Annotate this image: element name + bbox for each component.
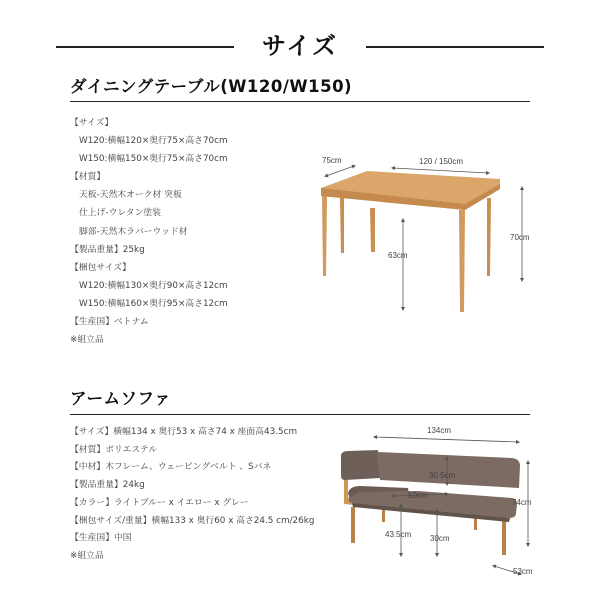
- dining-table-heading: ダイニングテーブル(W120/W150): [70, 77, 353, 96]
- spec-line: 【製品重量】25kg: [70, 244, 145, 255]
- table-width-label: 120 / 150cm: [419, 157, 464, 166]
- spec-line: 【生産国】中国: [70, 533, 132, 544]
- spec-line: W120:横幅120×奥行75×高さ70cm: [79, 136, 228, 147]
- sofa-arm-width-label: 50cm: [408, 491, 428, 500]
- spec-line: 【梱包サイズ】: [70, 262, 131, 273]
- table-height-label: 70cm: [510, 233, 530, 242]
- sofa-back-cushion-side: [341, 450, 380, 480]
- spec-line: 【梱包サイズ/重量】横幅133 x 奥行60 x 高さ24.5 cm/26kg: [70, 515, 315, 526]
- sofa-back-cushion: [377, 452, 520, 488]
- spec-line: W120:横幅130×奥行90×高さ12cm: [79, 280, 228, 291]
- sofa-width-label: 134cm: [427, 426, 452, 435]
- sofa-leg-front-right: [502, 518, 506, 555]
- table-leg-height-label: 63cm: [388, 251, 408, 260]
- page-title: サイズ: [261, 32, 339, 60]
- sofa-height-label: 74cm: [512, 498, 532, 507]
- spec-line: 【サイズ】横幅134 x 奥行53 x 高さ74 x 座面高43.5cm: [70, 427, 298, 437]
- spec-line: W150:横幅160×奥行95×高さ12cm: [79, 298, 228, 309]
- spec-line: 【カラー】ライトブルー x イエロー x グレー: [70, 497, 249, 508]
- sofa-seat-height-label: 43.5cm: [385, 530, 412, 539]
- spec-line: ※組立品: [70, 335, 104, 346]
- sofa-leg-mid: [474, 518, 477, 530]
- spec-line: ※組立品: [70, 550, 104, 561]
- spec-line: 【サイズ】: [70, 118, 114, 128]
- table-depth-label: 75cm: [322, 156, 342, 165]
- sofa-leg-front-left: [351, 507, 355, 543]
- sofa-heading: アームソファ: [70, 389, 172, 408]
- spec-line: 【中材】木フレーム、ウェービングベルト 、Sバネ: [70, 462, 272, 473]
- spec-line: 【材質】ポリエステル: [70, 444, 158, 455]
- sofa-leg-gap-label: 30cm: [430, 534, 450, 543]
- spec-line: 【材質】: [70, 172, 106, 183]
- spec-line: 【製品重量】24kg: [70, 480, 145, 491]
- sofa-leg-back: [382, 508, 385, 522]
- sofa-width-arrow: [375, 437, 518, 442]
- spec-line: W150:横幅150×奥行75×高さ70cm: [79, 154, 228, 165]
- sofa-depth-label: 53cm: [513, 567, 533, 576]
- spec-line: 天板-天然木オーク材 突板: [79, 190, 182, 201]
- spec-line: 仕上げ-ウレタン塗装: [79, 208, 161, 219]
- spec-line: 脚部-天然木ラバーウッド材: [79, 226, 188, 237]
- spec-line: 【生産国】ベトナム: [70, 317, 149, 328]
- sofa-back-height-label: 30.5cm: [429, 471, 456, 480]
